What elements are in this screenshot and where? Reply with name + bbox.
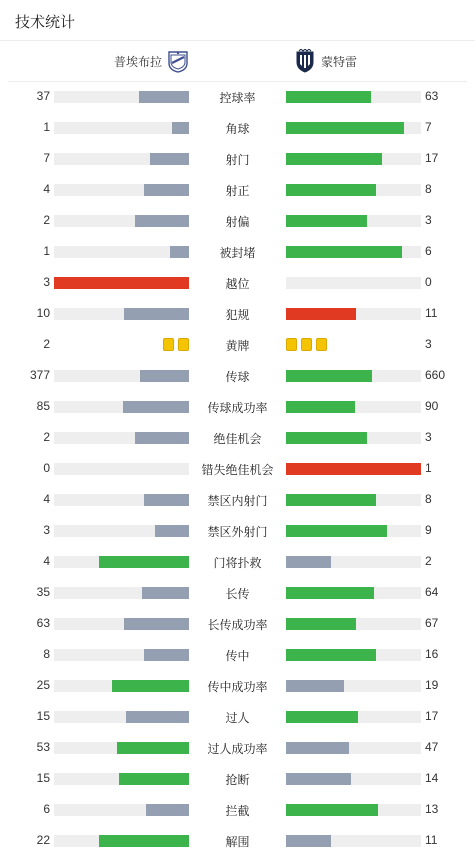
- stat-row: [0, 267, 475, 298]
- home-bar-fill: [140, 370, 189, 382]
- home-bar-track: [54, 122, 189, 134]
- yellow-card-icon: [178, 338, 189, 351]
- stat-row: [0, 174, 475, 205]
- away-value: 47: [425, 740, 439, 754]
- stat-row: [0, 732, 475, 763]
- away-bar-track: [286, 91, 421, 103]
- stat-label: 过人: [225, 711, 250, 725]
- stat-label: 绝佳机会: [213, 432, 262, 446]
- stat-label: 角球: [225, 122, 250, 136]
- stat-label: 传球成功率: [207, 401, 268, 415]
- away-value: 19: [425, 678, 439, 692]
- home-value: 2: [43, 337, 50, 351]
- away-bar-track: [286, 587, 421, 599]
- away-bar-track: [286, 308, 421, 320]
- stat-label: 射门: [225, 153, 250, 167]
- stat-row: [0, 205, 475, 236]
- stat-row: [0, 143, 475, 174]
- home-bar-track: [54, 432, 189, 444]
- home-value: 10: [36, 306, 50, 320]
- home-value: 37: [36, 89, 50, 103]
- away-value: 63: [425, 89, 439, 103]
- home-bar-track: [54, 742, 189, 754]
- stat-row: [0, 515, 475, 546]
- home-bar-fill: [172, 122, 189, 134]
- monterrey-crest-icon: [294, 49, 316, 73]
- away-bar-track: [286, 494, 421, 506]
- home-bar-fill: [117, 742, 189, 754]
- home-yellow-cards: [54, 338, 189, 351]
- away-bar-track: [286, 618, 421, 630]
- away-bar-fill: [286, 587, 374, 599]
- away-value: 3: [425, 337, 432, 351]
- away-bar-track: [286, 525, 421, 537]
- home-value: 7: [43, 151, 50, 165]
- away-bar-track: [286, 153, 421, 165]
- home-team-name: 普埃布拉: [113, 54, 162, 69]
- stat-label: 黄牌: [225, 339, 250, 353]
- home-bar-fill: [124, 308, 189, 320]
- home-bar-fill: [144, 649, 189, 661]
- away-bar-track: [286, 804, 421, 816]
- home-bar-track: [54, 711, 189, 723]
- away-team[interactable]: [294, 48, 357, 74]
- home-bar-track: [54, 153, 189, 165]
- home-bar-track: [54, 587, 189, 599]
- away-bar-fill: [286, 494, 376, 506]
- home-bar-track: [54, 525, 189, 537]
- stat-row: [0, 81, 475, 112]
- away-bar-track: [286, 835, 421, 847]
- stat-label: 禁区内射门: [207, 494, 268, 508]
- home-value: 63: [36, 616, 50, 630]
- home-bar-fill: [170, 246, 189, 258]
- stat-label: 越位: [225, 277, 250, 291]
- stat-label: 射偏: [225, 215, 250, 229]
- home-value: 0: [43, 461, 50, 475]
- home-value: 4: [43, 182, 50, 196]
- home-value: 22: [36, 833, 50, 847]
- away-bar-fill: [286, 91, 371, 103]
- home-bar-fill: [150, 153, 189, 165]
- away-bar-fill: [286, 618, 356, 630]
- home-bar-fill: [142, 587, 189, 599]
- away-bar-fill: [286, 153, 382, 165]
- home-bar-fill: [135, 432, 189, 444]
- home-bar-fill: [54, 277, 189, 289]
- stat-label: 长传成功率: [207, 618, 268, 632]
- stat-label: 长传: [225, 587, 250, 601]
- stat-row: [0, 546, 475, 577]
- home-bar-fill: [139, 91, 189, 103]
- away-value: 17: [425, 709, 439, 723]
- home-value: 1: [43, 244, 50, 258]
- away-bar-track: [286, 246, 421, 258]
- away-value: 67: [425, 616, 439, 630]
- away-bar-track: [286, 215, 421, 227]
- away-bar-track: [286, 122, 421, 134]
- home-value: 3: [43, 523, 50, 537]
- away-bar-fill: [286, 835, 331, 847]
- home-bar-track: [54, 773, 189, 785]
- home-value: 1: [43, 120, 50, 134]
- away-bar-fill: [286, 122, 404, 134]
- away-bar-fill: [286, 804, 378, 816]
- home-value: 3: [43, 275, 50, 289]
- home-value: 6: [43, 802, 50, 816]
- yellow-card-icon: [301, 338, 312, 351]
- away-bar-fill: [286, 184, 376, 196]
- away-bar-track: [286, 680, 421, 692]
- away-bar-track: [286, 277, 421, 289]
- home-bar-fill: [126, 711, 189, 723]
- home-bar-fill: [155, 525, 189, 537]
- away-value: 64: [425, 585, 439, 599]
- stat-row: [0, 701, 475, 732]
- stat-label: 错失绝佳机会: [201, 463, 274, 477]
- home-value: 8: [43, 647, 50, 661]
- home-bar-track: [54, 463, 189, 475]
- away-bar-track: [286, 556, 421, 568]
- away-bar-fill: [286, 742, 349, 754]
- away-value: 8: [425, 492, 432, 506]
- puebla-crest-icon: [167, 49, 189, 73]
- away-value: 660: [425, 368, 446, 382]
- stat-label: 犯规: [225, 308, 250, 322]
- home-bar-track: [54, 401, 189, 413]
- away-bar-track: [286, 742, 421, 754]
- stat-row: [0, 360, 475, 391]
- stat-row: [0, 422, 475, 453]
- away-bar-fill: [286, 711, 358, 723]
- away-value: 7: [425, 120, 432, 134]
- home-bar-fill: [112, 680, 189, 692]
- home-bar-track: [54, 370, 189, 382]
- home-value: 2: [43, 430, 50, 444]
- stat-row: [0, 236, 475, 267]
- home-value: 377: [29, 368, 50, 382]
- stat-row: [0, 453, 475, 484]
- stat-row: [0, 639, 475, 670]
- away-yellow-cards: [286, 338, 421, 351]
- home-bar-track: [54, 835, 189, 847]
- yellow-card-icon: [316, 338, 327, 351]
- away-bar-track: [286, 773, 421, 785]
- away-value: 90: [425, 399, 439, 413]
- away-value: 2: [425, 554, 432, 568]
- home-bar-track: [54, 215, 189, 227]
- page-title: 技术统计: [15, 14, 76, 31]
- home-value: 4: [43, 554, 50, 568]
- away-bar-fill: [286, 556, 331, 568]
- away-team-name: 蒙特雷: [321, 54, 358, 69]
- stat-label: 门将扑救: [213, 556, 262, 570]
- away-bar-track: [286, 370, 421, 382]
- away-bar-fill: [286, 680, 344, 692]
- teams-bar: [8, 41, 467, 82]
- away-value: 3: [425, 430, 432, 444]
- away-bar-fill: [286, 525, 387, 537]
- home-bar-fill: [123, 401, 189, 413]
- home-bar-track: [54, 618, 189, 630]
- away-bar-track: [286, 463, 421, 475]
- away-bar-fill: [286, 401, 355, 413]
- stat-row: [0, 670, 475, 701]
- stat-label: 禁区外射门: [207, 525, 268, 539]
- stat-label: 抢断: [225, 773, 250, 787]
- away-bar-fill: [286, 649, 376, 661]
- away-value: 0: [425, 275, 432, 289]
- stat-row: [0, 577, 475, 608]
- away-value: 16: [425, 647, 439, 661]
- home-value: 4: [43, 492, 50, 506]
- away-bar-fill: [286, 370, 372, 382]
- home-bar-track: [54, 308, 189, 320]
- home-bar-fill: [144, 494, 189, 506]
- home-value: 15: [36, 709, 50, 723]
- home-value: 35: [36, 585, 50, 599]
- away-bar-fill: [286, 773, 351, 785]
- home-bar-track: [54, 680, 189, 692]
- away-value: 1: [425, 461, 432, 475]
- stat-row: [0, 608, 475, 639]
- stat-row: [0, 794, 475, 825]
- home-value: 15: [36, 771, 50, 785]
- stat-row: [0, 298, 475, 329]
- away-value: 3: [425, 213, 432, 227]
- stat-label: 射正: [225, 184, 250, 198]
- yellow-card-icon: [286, 338, 297, 351]
- away-bar-track: [286, 649, 421, 661]
- away-bar-fill: [286, 246, 402, 258]
- away-value: 11: [425, 833, 438, 847]
- away-value: 17: [425, 151, 439, 165]
- home-bar-track: [54, 184, 189, 196]
- away-bar-fill: [286, 215, 367, 227]
- away-value: 13: [425, 802, 439, 816]
- home-bar-track: [54, 91, 189, 103]
- away-value: 11: [425, 306, 438, 320]
- away-bar-track: [286, 711, 421, 723]
- home-bar-fill: [124, 618, 189, 630]
- stat-row: [0, 825, 475, 856]
- home-bar-fill: [99, 556, 189, 568]
- away-bar-fill: [286, 308, 356, 320]
- stat-row: [0, 763, 475, 794]
- home-value: 85: [36, 399, 50, 413]
- away-value: 14: [425, 771, 439, 785]
- home-bar-fill: [135, 215, 189, 227]
- home-bar-track: [54, 649, 189, 661]
- page-header: [0, 0, 475, 41]
- stat-row: [0, 112, 475, 143]
- stat-row: [0, 391, 475, 422]
- home-team[interactable]: [114, 48, 189, 74]
- stat-label: 传中: [225, 649, 250, 663]
- home-bar-fill: [99, 835, 189, 847]
- stat-label: 解围: [225, 835, 250, 849]
- home-bar-fill: [144, 184, 189, 196]
- stat-label: 控球率: [219, 91, 256, 105]
- stat-row: [0, 484, 475, 515]
- home-bar-track: [54, 804, 189, 816]
- away-bar-fill: [286, 463, 421, 475]
- away-bar-track: [286, 432, 421, 444]
- home-value: 25: [36, 678, 50, 692]
- stat-label: 拦截: [225, 804, 250, 818]
- stat-label: 被封堵: [219, 246, 256, 260]
- stat-label: 传球: [225, 370, 250, 384]
- stat-label: 传中成功率: [207, 680, 268, 694]
- home-bar-track: [54, 277, 189, 289]
- home-value: 53: [36, 740, 50, 754]
- home-bar-fill: [119, 773, 189, 785]
- away-bar-fill: [286, 432, 367, 444]
- home-bar-track: [54, 246, 189, 258]
- home-bar-fill: [146, 804, 189, 816]
- away-bar-track: [286, 401, 421, 413]
- away-value: 9: [425, 523, 432, 537]
- away-value: 6: [425, 244, 432, 258]
- home-value: 2: [43, 213, 50, 227]
- stat-label: 过人成功率: [207, 742, 268, 756]
- stat-row: [0, 329, 475, 360]
- home-bar-track: [54, 556, 189, 568]
- away-bar-track: [286, 184, 421, 196]
- yellow-card-icon: [163, 338, 174, 351]
- home-bar-track: [54, 494, 189, 506]
- away-value: 8: [425, 182, 432, 196]
